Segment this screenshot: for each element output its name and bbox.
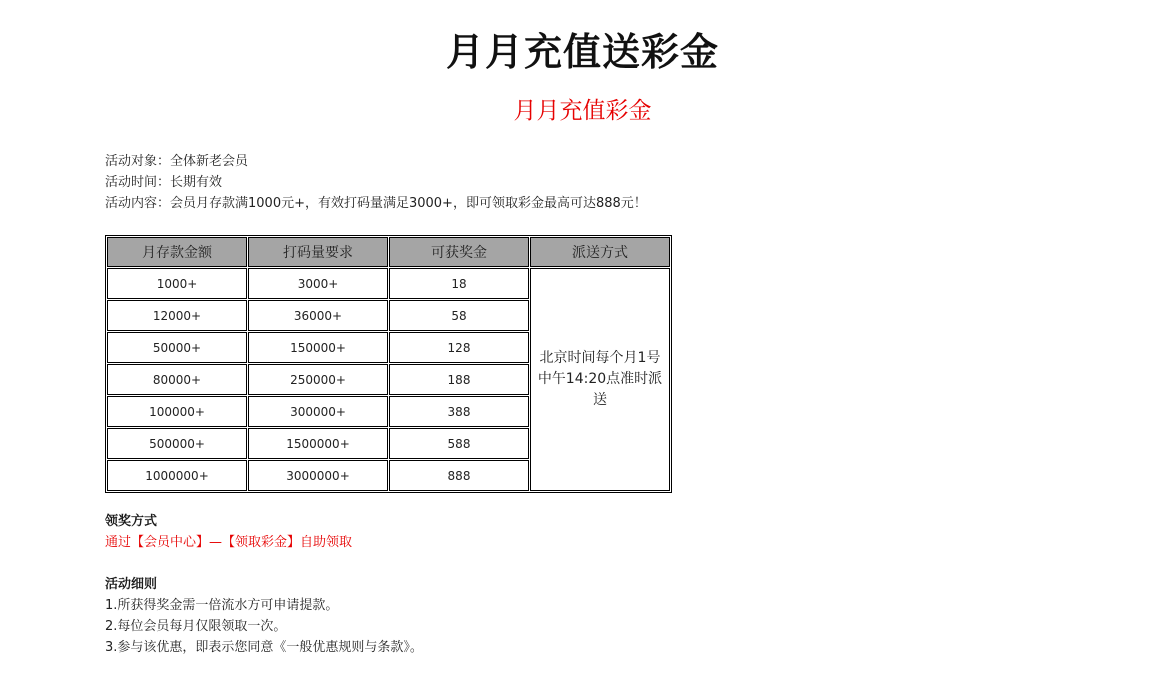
cell-turnover: 3000000+ <box>248 460 388 491</box>
cell-dispatch: 北京时间每个月1号中午14:20点准时派送 <box>530 268 670 491</box>
cell-bonus: 388 <box>389 396 529 427</box>
cell-turnover: 36000+ <box>248 300 388 331</box>
cell-turnover: 3000+ <box>248 268 388 299</box>
page-subtitle: 月月充值彩金 <box>513 98 652 124</box>
header-dispatch: 派送方式 <box>530 237 670 267</box>
cell-deposit: 500000+ <box>107 428 247 459</box>
cell-bonus: 58 <box>389 300 529 331</box>
activity-time: 活动时间：长期有效 <box>105 175 223 190</box>
cell-deposit: 100000+ <box>107 396 247 427</box>
cell-bonus: 18 <box>389 268 529 299</box>
activity-content: 活动内容：会员月存款满1000元+，有效打码量满足3000+，即可领取彩金最高可达888元！ <box>105 196 647 211</box>
table-header-row <box>107 237 670 267</box>
cell-deposit: 80000+ <box>107 364 247 395</box>
rule-item: 3.参与该优惠，即表示您同意《一般优惠规则与条款》。 <box>105 640 423 655</box>
cell-deposit: 1000+ <box>107 268 247 299</box>
cell-bonus: 588 <box>389 428 529 459</box>
rule-item: 2.每位会员每月仅限领取一次。 <box>105 619 287 634</box>
cell-deposit: 12000+ <box>107 300 247 331</box>
rules-title: 活动细则 <box>105 577 158 592</box>
cell-turnover: 1500000+ <box>248 428 388 459</box>
claim-text: 通过【会员中心】—【领取彩金】自助领取 <box>105 535 353 550</box>
cell-bonus: 888 <box>389 460 529 491</box>
activity-target: 活动对象：全体新老会员 <box>105 154 249 169</box>
table-row <box>107 268 670 299</box>
cell-turnover: 300000+ <box>248 396 388 427</box>
cell-bonus: 188 <box>389 364 529 395</box>
claim-title: 领奖方式 <box>105 514 158 529</box>
rule-item: 1.所获得奖金需一倍流水方可申请提款。 <box>105 598 339 613</box>
activity-info <box>105 151 647 214</box>
cell-deposit: 1000000+ <box>107 460 247 491</box>
cell-bonus: 128 <box>389 332 529 363</box>
cell-turnover: 250000+ <box>248 364 388 395</box>
page-title: 月月充值送彩金 <box>445 30 719 74</box>
cell-deposit: 50000+ <box>107 332 247 363</box>
rules-section <box>105 574 423 658</box>
reward-table <box>105 235 672 493</box>
claim-section <box>105 511 352 553</box>
cell-turnover: 150000+ <box>248 332 388 363</box>
header-turnover: 打码量要求 <box>248 237 388 267</box>
header-deposit: 月存款金额 <box>107 237 247 267</box>
header-bonus: 可获奖金 <box>389 237 529 267</box>
